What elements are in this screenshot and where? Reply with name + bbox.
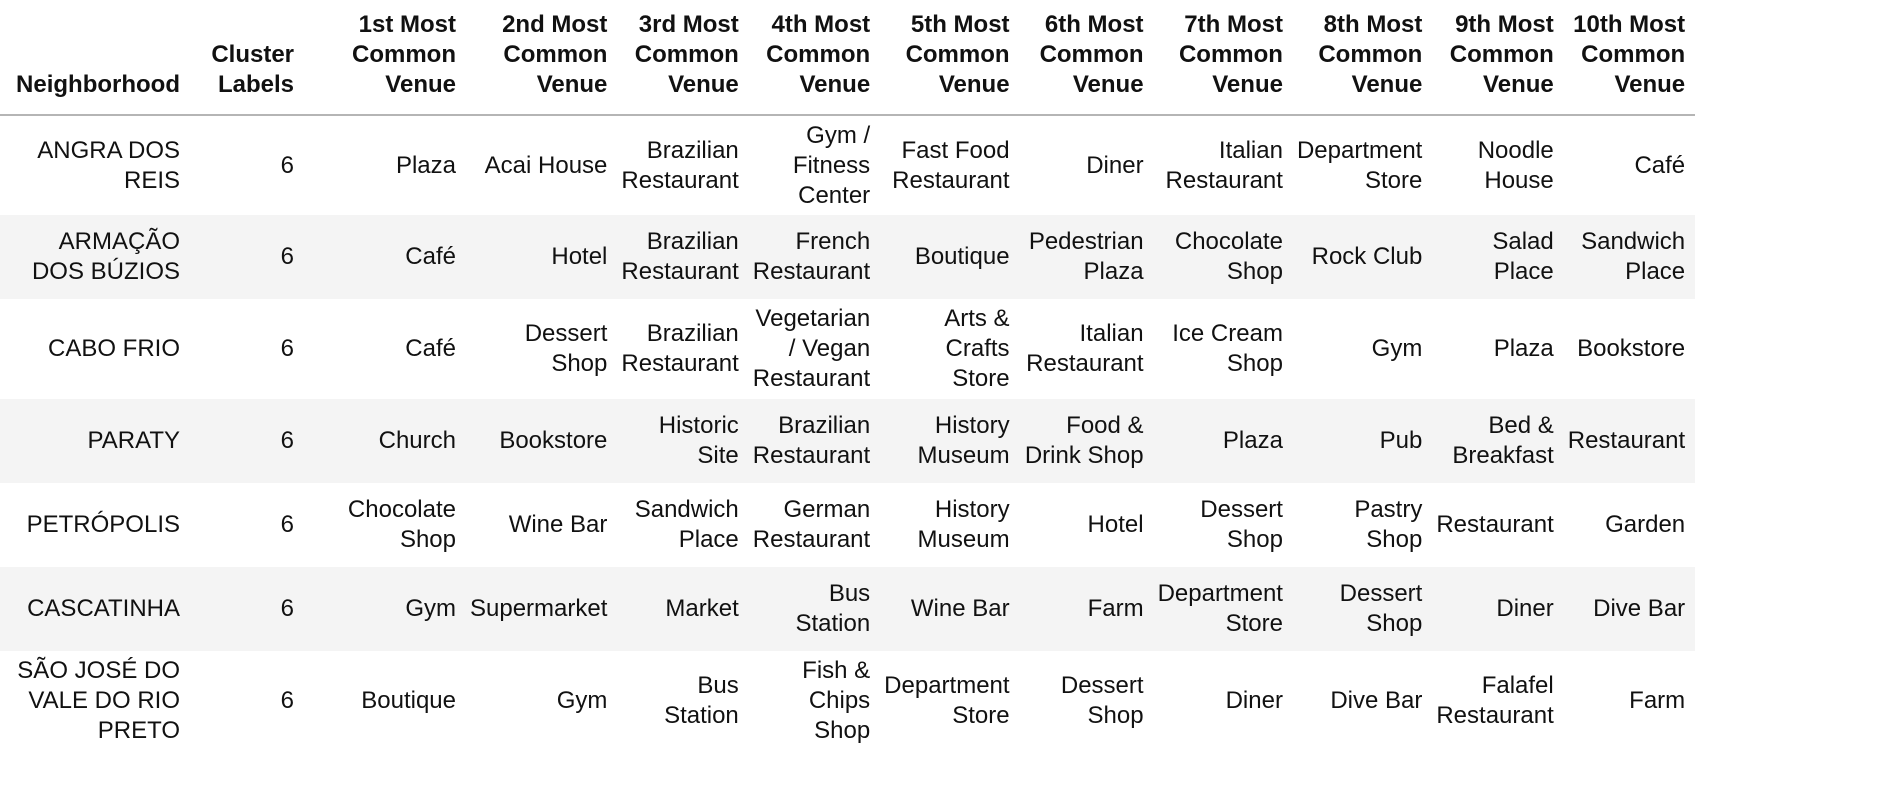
neighborhood-cell: CABO FRIO [47, 335, 180, 362]
venue-cell: Gym [1371, 335, 1423, 362]
neighborhood-cell: PETRÓPOLIS [26, 511, 180, 538]
venue-cell: Gym [405, 595, 456, 622]
venue-cell: Café [405, 335, 456, 362]
header-venue-5: 5th Most Common Venue [880, 0, 1019, 115]
venue-cell: Plaza [1493, 335, 1554, 362]
venue-cell: Falafel Restaurant [1436, 672, 1554, 729]
venue-cell: Dessert Shop [1060, 672, 1144, 729]
venue-cell: Acai House [484, 151, 608, 179]
header-venue-6: 6th Most Common Venue [1020, 0, 1154, 115]
venue-cell: Wine Bar [508, 511, 608, 538]
venue-cell: Hotel [1087, 511, 1144, 538]
venue-cell: Chocolate Shop [347, 496, 456, 553]
venue-cell: Garden [1605, 511, 1686, 538]
header-cluster-labels: Cluster Labels [190, 0, 304, 115]
venue-cell: Café [1634, 151, 1686, 179]
venue-cell: Bus Station [664, 672, 739, 729]
venue-cell: Pastry Shop [1354, 496, 1423, 553]
venue-cell: Salad Place [1492, 228, 1554, 285]
neighborhood-cell: PARATY [87, 427, 180, 454]
venue-cell: Dessert Shop [524, 320, 608, 377]
venue-cell: Hotel [551, 243, 608, 270]
header-venue-8: 8th Most Common Venue [1293, 0, 1432, 115]
cluster-label-cell: 6 [280, 243, 294, 270]
header-venue-7: 7th Most Common Venue [1154, 0, 1293, 115]
venue-cell: Department Store [884, 672, 1010, 729]
venue-cell: Arts & Crafts Store [944, 305, 1010, 392]
venue-cell: Pub [1379, 427, 1423, 454]
venue-cell: Dive Bar [1593, 595, 1686, 622]
header-venue-9: 9th Most Common Venue [1432, 0, 1563, 115]
venue-cell: Plaza [1222, 427, 1283, 454]
header-venue-10: 10th Most Common Venue [1564, 0, 1695, 115]
venue-cell: History Museum [917, 496, 1010, 553]
venue-cell: Sandwich Place [634, 496, 739, 553]
cluster-label-cell: 6 [280, 511, 294, 538]
venue-cell: Food & Drink Shop [1024, 412, 1144, 469]
venue-cell: Café [405, 243, 456, 270]
cluster-label-cell: 6 [280, 687, 294, 714]
venue-cell: Restaurant [1436, 511, 1554, 538]
venue-cell: Bus Station [795, 580, 871, 637]
table-row [0, 215, 1695, 299]
neighborhood-cell: SÃO JOSÉ DO VALE DO RIO PRETO [17, 657, 180, 744]
venue-cell: Church [378, 427, 456, 454]
venue-cell: Bookstore [1577, 335, 1686, 362]
venue-cell: Brazilian Restaurant [621, 136, 739, 194]
venue-cell: Diner [1086, 151, 1144, 179]
table-row [0, 651, 1695, 751]
neighborhood-cell: ARMAÇÃO DOS BÚZIOS [31, 228, 180, 285]
venue-cell: Gym / Fitness Center [792, 121, 871, 209]
venue-cell: Department Store [1296, 136, 1423, 194]
venue-cell: Brazilian Restaurant [621, 228, 739, 285]
venue-cell: Dive Bar [1330, 687, 1423, 714]
venue-cell: Ice Cream Shop [1172, 320, 1283, 377]
venue-cell: Brazilian Restaurant [621, 320, 739, 377]
venue-cell: Boutique [361, 687, 456, 714]
venue-cell: Sandwich Place [1581, 228, 1686, 285]
venue-cell: Pedestrian Plaza [1028, 228, 1144, 285]
venue-cell: Bed & Breakfast [1452, 412, 1554, 469]
venue-cell: Plaza [395, 151, 456, 179]
venue-cell: Brazilian Restaurant [752, 412, 871, 469]
cluster-label-cell: 6 [280, 335, 294, 362]
cluster-label-cell: 6 [280, 595, 294, 622]
venue-cell: Italian Restaurant [1165, 136, 1283, 194]
venue-cell: Rock Club [1311, 243, 1423, 270]
table-row [0, 115, 1695, 215]
header-neighborhood: Neighborhood [0, 0, 190, 115]
venue-cell: German Restaurant [752, 496, 871, 553]
venue-cell: Farm [1087, 595, 1144, 622]
table-row [0, 567, 1695, 651]
venue-cell: Diner [1496, 595, 1554, 622]
table-row [0, 299, 1695, 399]
neighborhood-cell: ANGRA DOS REIS [37, 136, 180, 194]
venue-cell: Bookstore [499, 427, 608, 454]
venue-cell: Market [665, 595, 739, 622]
neighborhood-cell: CASCATINHA [27, 595, 180, 622]
venue-cell: Dessert Shop [1200, 496, 1283, 553]
cluster-label-cell: 6 [280, 151, 294, 179]
venue-cell: Fish & Chips Shop [802, 657, 871, 744]
header-venue-2: 2nd Most Common Venue [466, 0, 617, 115]
venue-cell: Gym [556, 687, 608, 714]
header-venue-1: 1st Most Common Venue [304, 0, 466, 115]
header-venue-3: 3rd Most Common Venue [617, 0, 748, 115]
venue-cell: Department Store [1157, 580, 1283, 637]
venue-cell: Restaurant [1567, 427, 1686, 454]
venue-cell: Farm [1629, 687, 1686, 714]
venue-cell: Wine Bar [910, 595, 1010, 622]
venue-cell: Boutique [914, 243, 1010, 270]
venue-cell: Noodle House [1477, 136, 1554, 194]
table-row [0, 399, 1695, 483]
venue-cell: Supermarket [470, 595, 608, 622]
venue-cell: Chocolate Shop [1174, 228, 1283, 285]
venue-cell: History Museum [917, 412, 1010, 469]
venue-cell: Diner [1225, 687, 1283, 714]
header-row [0, 0, 1695, 115]
cluster-label-cell: 6 [280, 427, 294, 454]
venue-cell: French Restaurant [752, 228, 871, 285]
venue-cell: Italian Restaurant [1026, 320, 1144, 377]
header-venue-4: 4th Most Common Venue [749, 0, 880, 115]
venue-cell: Historic Site [658, 412, 739, 469]
venue-cell: Vegetarian / Vegan Restaurant [752, 305, 871, 392]
venue-cell: Fast Food Restaurant [892, 136, 1010, 194]
venue-cell: Dessert Shop [1339, 580, 1423, 637]
table-row [0, 483, 1695, 567]
